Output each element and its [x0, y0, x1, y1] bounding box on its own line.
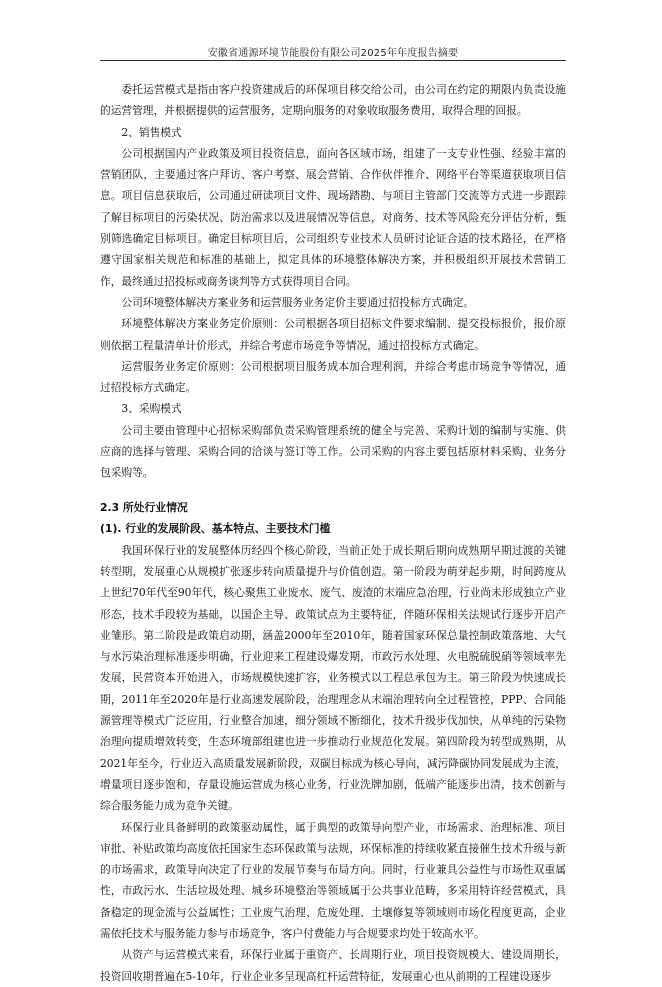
paragraph-industry-features: 环保行业具备鲜明的政策驱动属性，属于典型的政策导向型产业，市场需求、治理标准、项目审批、补贴政策均高度依托国家生态环保政策与法规，环保标准的持续收紧直接催生技术升级与新的市场需求，政策导向决定了行业的发展节奏与布局方向。同时，行业兼具公益性与市场性双重属性，市政污水、生活垃圾处理、城乡环境整治等领域属于公共事业范畴，多采用特许经营模式，具备稳定的现金流与公益属性；工业废气治理、危废处理、土壤修复等领域则市场化程度更高，企业需依托技术与服务能力参与市场竞争，客户付费能力与合规要求均处于较高水平。 — [100, 820, 566, 940]
paragraph-operation-pricing: 运营服务业务定价原则：公司根据项目服务成本加合理利润，并综合考虑市场竞争等情况，通过招投标方式确定。 — [100, 359, 566, 395]
paragraph-industry-stages: 我国环保行业的发展整体历经四个核心阶段，当前正处于成长期后期向成熟期早期过渡的关键转型期，发展重心从规模扩张逐步转向质量提升与价值创造。第一阶段为萌芽起步期，时间跨度从上世纪70年代至90年代，核心聚焦工业废水、废气、废渣的末端应急治理，行业尚未形成独立产业形态，技术手段较为基础，以国企主导、政策试点为主要特征，伴随环保相关法规试行逐步开启产业雏形。第二阶段是政策启动期，涵盖2000年至2010年，随着国家环保总量控制政策落地、大气与水污染治理标准逐步明确，行业迎来工程建设爆发期，市政污水处理、火电脱硫脱硝等领域率先发展，民营资本开始进入，市场规模快速扩容，业务模式以工程总承包为主。第三阶段为快速成长期，2011年至2020年是行业高速发展阶段，治理理念从末端治理转向全过程管控，PPP、合同能源管理等模式广泛应用，行业整合加速，细分领域不断细化，技术升级步伐加快，从单纯的污染物治理向提质增效转变，生态环境部组建也进一步推动行业规范化发展。第四阶段为转型成熟期，从2021年至今，行业迈入高质量发展新阶段，双碳目标成为核心导向，减污降碳协同发展成为主流，增量项目逐步饱和，存量设施运营成为核心业务，行业洗牌加剧，低端产能逐步出清，技术创新与综合服务能力成为竞争关键。 — [100, 543, 566, 813]
paragraph-pricing-summary: 公司环境整体解决方案业务和运营服务业务定价主要通过招投标方式确定。 — [121, 295, 475, 309]
paragraph-sales-model: 公司根据国内产业政策及项目投资信息，面向各区域市场，组建了一支专业性强、经验丰富的营销团队，主要通过客户拜访、客户考察、展会营销、合作伙伴推介、网络平台等渠道获取项目信息。项目信息获取后，公司通过研读项目文件、现场踏勘、与项目主管部门交流等方式进一步跟踪了解目标项目的污染状况、防治需求以及进展情况等信息，对商务、技术等风险充分评估分析，甄别筛选确定目标项目。确定目标项目后，公司组织专业技术人员研讨论证合适的技术路径，在严格遵守国家相关规范和标准的基础上，拟定具体的环境整体解决方案，并积极组织开展技术营销工作，最终通过招投标或商务谈判等方式获得项目合同。 — [100, 146, 566, 288]
section-spacer — [100, 484, 566, 497]
report-body — [100, 79, 566, 987]
paragraph-procurement-model: 公司主要由管理中心招标采购部负责采购管理系统的健全与完善、采购计划的编制与实施、供应商的选择与管理、采购合同的洽谈与签订等工作。公司采购的内容主要包括原材料采购、业务分包采购等。 — [100, 423, 566, 480]
heading-procurement-model: 3、采购模式 — [121, 402, 182, 416]
page-header: 安徽省通源环境节能股份有限公司2025年年度报告摘要 — [207, 48, 459, 59]
section-title: 2.3 所处行业情况 — [100, 500, 188, 514]
paragraph-asset-operation: 从资产与运营模式来看，环保行业属于重资产、长周期行业，项目投资规模大、建设周期长，投资回收期普遍在5-10年，行业企业多呈现高杠杆运营特征，发展重心也从前期的工程建设逐步 — [100, 948, 566, 983]
header-divider — [100, 60, 566, 61]
paragraph-solution-pricing: 环境整体解决方案业务定价原则：公司根据各项目招标文件要求编制、提交投标报价，报价原则依据工程量清单计价形式，并综合考虑市场竞争等情况，通过招投标方式确定。 — [100, 317, 566, 352]
subsection-title: (1). 行业的发展阶段、基本特点、主要技术门槛 — [100, 522, 331, 536]
paragraph-entrusted-operation: 委托运营模式是指由客户投资建成后的环保项目移交给公司，由公司在约定的期限内负责设施的运营管理，并根据提供的运营服务，定期向服务的对象收取服务费用，取得合理的回报。 — [100, 83, 566, 118]
heading-sales-model: 2、销售模式 — [121, 125, 182, 139]
